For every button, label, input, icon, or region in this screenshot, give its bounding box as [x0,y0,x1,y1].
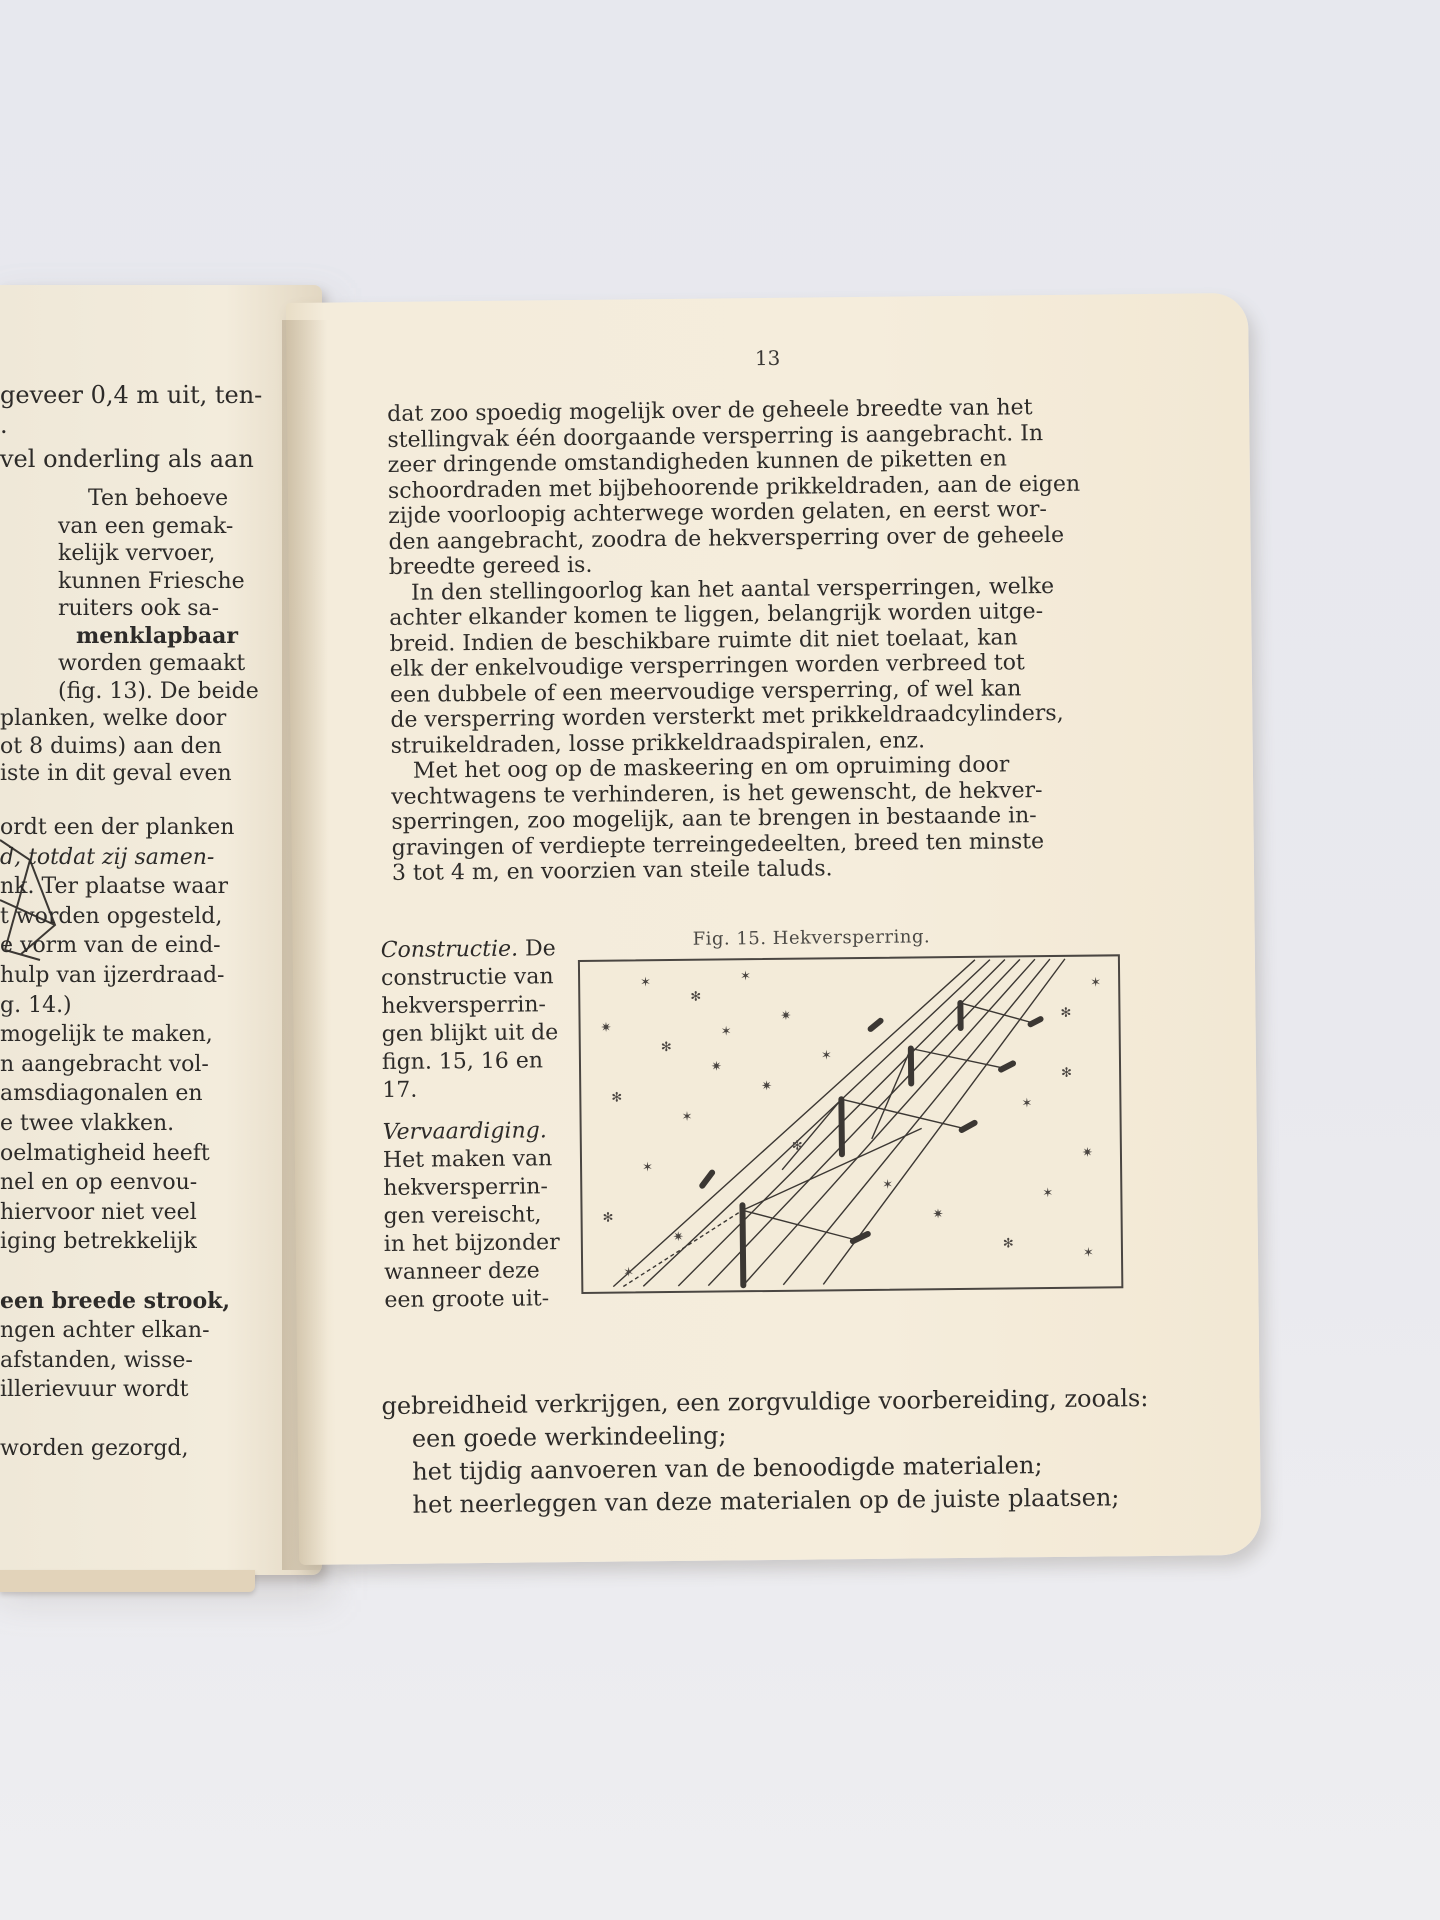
svg-text:✻: ✻ [791,1138,803,1154]
svg-text:✻: ✻ [611,1090,623,1106]
svg-text:✻: ✻ [1060,1005,1072,1021]
right-page [286,293,1261,1565]
svg-text:✻: ✻ [690,989,702,1005]
text-line: hekversperrin- [383,1174,548,1202]
text-line: nk. Ter plaatse waar [0,874,229,900]
vervaardiging-heading: Vervaardiging. [382,1118,547,1146]
text-line: iste in dit geval even [0,761,232,786]
svg-text:✶: ✶ [1090,975,1102,991]
constructie-heading: Constructie. [380,936,519,964]
text-line: zijde voorloopig achterwege worden gelaten, en eerst wor- [388,497,1047,529]
text-line: het neerleggen van deze materialen op de juiste plaatsen; [412,1483,1120,1519]
main-paragraphs [387,394,1152,886]
text-line: zeer dringende omstandigheden kunnen de piketten en [387,446,1007,478]
text-line: een goede werkindeeling; [411,1421,727,1453]
text-line: gravingen of verdiepte terreingedeelten, breed ten minste [391,828,1045,861]
text-line: Ten behoeve [88,486,229,511]
text-line: kelijk vervoer, [58,541,216,566]
text-line: een breede strook, [0,1287,231,1314]
text-line: menklapbaar [76,622,238,649]
svg-text:✷: ✷ [932,1207,944,1223]
text-line: d, totdat zij samen- [0,844,215,870]
svg-text:✷: ✷ [710,1059,723,1075]
svg-text:✶: ✶ [820,1048,832,1064]
text-line: Met het oog op de maskeering en om opruiming door [412,752,1010,784]
text-line: In den stellingoorlog kan het aantal versperringen, welke [410,573,1055,606]
text-line: gebreidheid verkrijgen, een zorgvuldige voorbereiding, zooals: [381,1384,1149,1421]
svg-text:✷: ✷ [780,1008,792,1024]
svg-text:✶: ✶ [740,969,752,985]
text-line: gen blijkt uit de [381,1020,559,1048]
left-page-edge [0,1570,255,1592]
svg-text:✶: ✶ [882,1177,894,1193]
side-column [381,935,562,1315]
text-line: gen vereischt, [383,1202,542,1230]
text-line: worden gemaakt [58,651,246,676]
text-line: dat zoo spoedig mogelijk over de geheele breedte van het [387,395,1033,427]
svg-text:✻: ✻ [602,1210,614,1226]
page-number: 13 [754,345,781,371]
text-line: t worden opgesteld, [0,903,223,929]
text-line: wanneer deze [384,1258,540,1286]
text-line: vechtwagens te verhinderen, is het gewenscht, de hekver- [391,777,1043,810]
svg-text:✷: ✷ [1081,1145,1093,1161]
text-line: De [524,936,556,962]
svg-text:✷: ✷ [672,1229,684,1246]
text-line: nel en op eenvou- [0,1170,198,1196]
text-line: . [0,411,8,439]
text-line: hulp van ijzerdraad- [0,962,225,988]
text-line: een groote uit- [384,1286,550,1314]
svg-text:✶: ✶ [1042,1186,1054,1202]
text-line: ngen achter elkan- [0,1318,210,1344]
text-line: schoordraden met bijbehoorende prikkeldraden, aan de eigen [387,471,1081,504]
svg-text:✷: ✷ [761,1078,773,1095]
text-line: hiervoor niet veel [0,1199,197,1225]
text-line: ot 8 duims) aan den [0,733,222,759]
svg-text:✶: ✶ [640,975,652,991]
text-line: hekversperrin- [381,992,547,1020]
text-line: geveer 0,4 m uit, ten- [0,381,263,409]
text-line: amsdiagonalen en [0,1081,203,1107]
svg-text:✶: ✶ [720,1024,732,1040]
left-top-text [0,380,262,474]
text-line: oelmatigheid heeft [0,1140,210,1166]
text-line: achter elkander komen te liggen, belangrijk worden uitge- [389,599,1044,631]
text-line: e vorm van de eind- [0,933,221,959]
text-line: constructie van [380,964,554,992]
text-line: Het maken van [382,1146,553,1174]
text-line: breedte gereed is. [388,552,593,580]
svg-text:✷: ✷ [600,1020,612,1036]
text-line: breid. Indien de beschikbare ruimte dit niet toelaat, kan [389,624,1018,657]
text-line: (fig. 13). De beide [58,678,259,704]
text-line: vel onderling als aan [0,445,254,473]
svg-text:✻: ✻ [1061,1065,1073,1081]
text-line: 3 tot 4 m, en voorzien van steile taluds. [391,856,833,886]
left-side-text-lower [0,705,232,788]
text-line: sperringen, zoo mogelijk, aan te brengen in bestaande in- [391,803,1037,835]
text-line: worden gezorgd, [0,1436,189,1462]
text-line [0,1257,234,1287]
text-line: struikeldraden, losse prikkeldraadspiralen, enz. [390,727,926,759]
svg-text:✶: ✶ [641,1160,654,1176]
text-line: ordt een der planken [0,815,235,840]
text-line [0,1405,234,1435]
svg-text:✶: ✶ [1082,1245,1094,1261]
text-line: 17. [382,1077,418,1104]
svg-text:✻: ✻ [1002,1236,1014,1252]
left-page [0,285,322,1575]
text-line: fign. 15, 16 en [381,1048,544,1076]
book-gutter [282,320,328,1570]
left-side-text [58,485,259,705]
text-line: van een gemak- [58,513,234,539]
text-line: een dubbele of een meervoudige versperring, of wel kan [389,675,1022,708]
text-line: afstanden, wisse- [0,1347,193,1373]
text-line: iging betrekkelijk [0,1229,197,1255]
figure-caption: Fig. 15. Hekversperring. [692,926,931,950]
text-line: het tijdig aanvoeren van de benoodigde materialen; [412,1451,1043,1486]
text-line: planken, welke door [0,706,227,731]
text-line: in het bijzonder [383,1230,560,1258]
text-line: stellingvak één doorgaande versperring is aangebracht. In [387,420,1044,453]
text-line: mogelijk te maken, [0,1022,213,1048]
svg-text:✶: ✶ [623,1265,635,1281]
text-line: de versperring worden versterkt met prikkeldraadcylinders, [390,700,1064,733]
text-line: kunnen Friesche [58,568,245,594]
text-line: g. 14.) [0,992,72,1018]
svg-text:✶: ✶ [1021,1096,1033,1112]
text-line: elk der enkelvoudige versperringen worden verbreed tot [389,650,1025,682]
text-line: illerievuur wordt [0,1377,189,1403]
text-line: e twee vlakken. [0,1110,175,1136]
bottom-text [381,1382,1149,1522]
text-line: den aangebracht, zoodra de hekversperring over de geheele [388,522,1065,555]
text-line: ruiters ook sa- [58,596,220,621]
text-line: n aangebracht vol- [0,1051,209,1077]
svg-text:✻: ✻ [660,1040,672,1056]
svg-text:✶: ✶ [681,1109,693,1125]
hekversperring-illustration [578,954,1123,1294]
left-bottom-text [0,813,234,1464]
